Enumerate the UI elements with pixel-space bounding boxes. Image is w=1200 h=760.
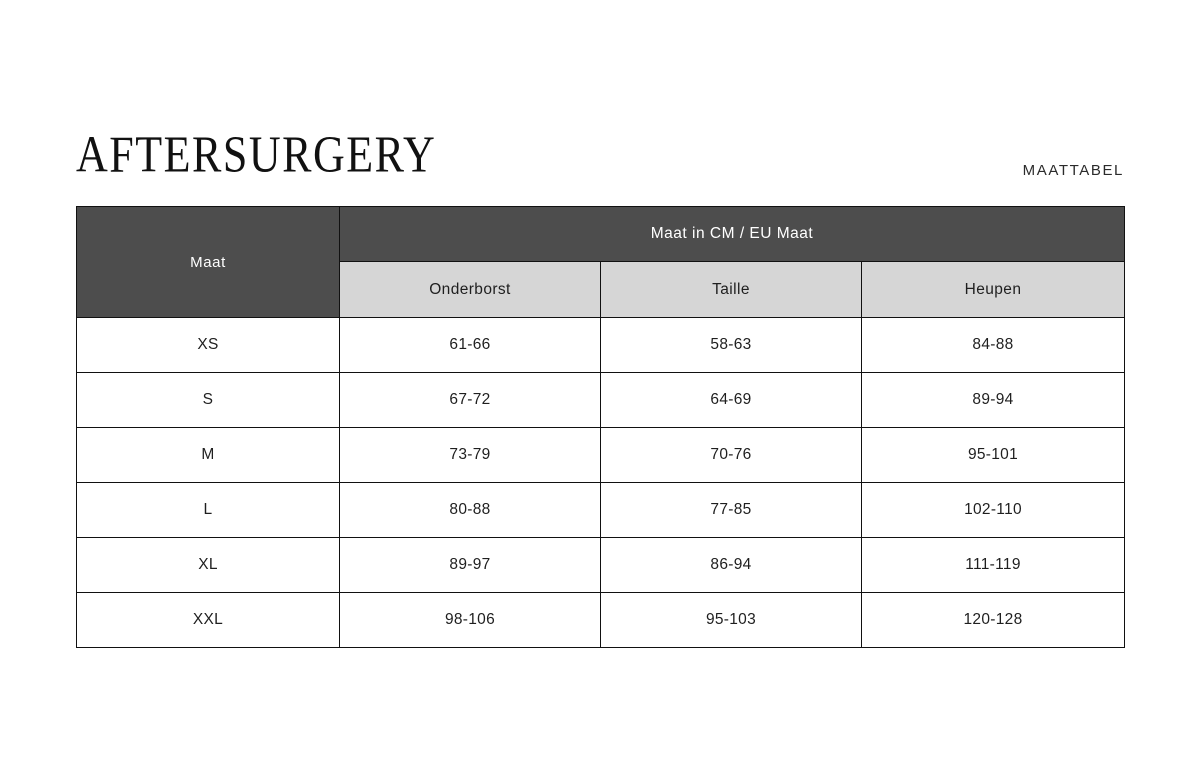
cell-taille: 86-94 [601,538,862,593]
header-cell-heupen: Heupen [862,262,1125,318]
cell-onderborst: 98-106 [340,593,601,648]
table-body [77,318,1125,648]
cell-taille: 95-103 [601,593,862,648]
cell-onderborst: 80-88 [340,483,601,538]
header-cell-group: Maat in CM / EU Maat [340,207,1125,262]
cell-taille: 70-76 [601,428,862,483]
cell-size: XXL [77,593,340,648]
cell-onderborst: 67-72 [340,373,601,428]
size-table [76,206,1125,648]
size-table-container [76,206,1124,648]
cell-onderborst: 73-79 [340,428,601,483]
table-row [77,428,1125,483]
table-row [77,483,1125,538]
table-row [77,373,1125,428]
cell-heupen: 120-128 [862,593,1125,648]
header-cell-onderborst: Onderborst [340,262,601,318]
cell-heupen: 111-119 [862,538,1125,593]
brand-logo: AFTERSURGERY [76,125,437,184]
document-title: MAATTABEL [1022,162,1124,179]
cell-taille: 64-69 [601,373,862,428]
cell-taille: 77-85 [601,483,862,538]
cell-heupen: 89-94 [862,373,1125,428]
header-cell-maat: Maat [77,207,340,318]
cell-heupen: 102-110 [862,483,1125,538]
table-header-row-top [77,207,1125,262]
table-row [77,593,1125,648]
header-cell-taille: Taille [601,262,862,318]
cell-size: S [77,373,340,428]
table-row [77,538,1125,593]
cell-size: XL [77,538,340,593]
cell-onderborst: 61-66 [340,318,601,373]
table-row [77,318,1125,373]
cell-size: L [77,483,340,538]
document-header [76,125,1124,185]
cell-size: XS [77,318,340,373]
cell-heupen: 95-101 [862,428,1125,483]
cell-heupen: 84-88 [862,318,1125,373]
cell-size: M [77,428,340,483]
table-header [77,207,1125,318]
cell-onderborst: 89-97 [340,538,601,593]
cell-taille: 58-63 [601,318,862,373]
